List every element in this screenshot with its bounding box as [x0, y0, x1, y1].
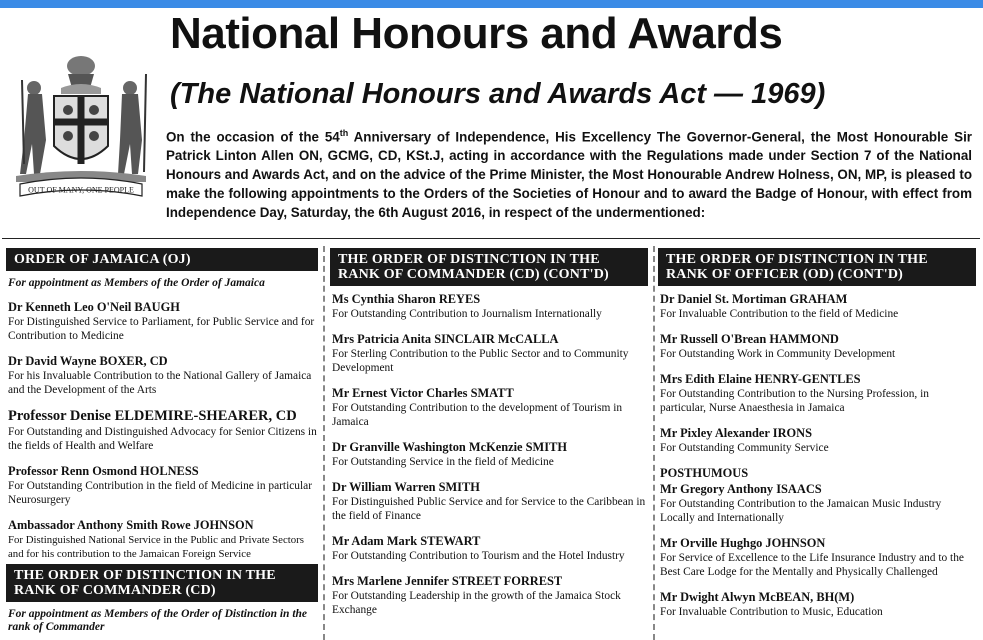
honouree-entry [660, 332, 976, 361]
honouree-name: Mr Russell O'Brean HAMMOND [660, 332, 839, 346]
honouree-entry [332, 332, 648, 375]
honouree-entry [332, 440, 648, 469]
honouree-entry [332, 574, 648, 617]
intro-text-rest: Anniversary of Independence, His Excellency The Governor-General, the Most Honourable Sir Patrick Linton Allen ON, GCMG, CD, KSt.J, acting in accordance with the Regulations made under Section 7 of the National Honours and Awards Act, and on the advice of the Prime Minister, the Most Honourable Andrew Holness, ON, MP, is pleased to make the following appointments to the Orders of the Societies of Honour and to award the Badge of Honour, with effect from Independence Day, Saturday, the 6th August 2016, in respect of the undermentioned: [166, 129, 972, 221]
honouree-citation: For Outstanding Contribution to the development of Tourism in Jamaica [332, 402, 623, 428]
section-header-oj: ORDER OF JAMAICA (OJ) [6, 248, 318, 271]
honouree-citation: For Sterling Contribution to the Public Sector and to Community Development [332, 348, 629, 374]
honouree-name: Mr Orville Hughgo JOHNSON [660, 536, 826, 550]
honouree-citation: For Service of Excellence to the Life Insurance Industry and to the Best Care Lodge for the Mentally and Physically Challenged [660, 552, 964, 578]
honouree-citation: For Outstanding Contribution to the Nursing Profession, in particular, Nurse Anaesthesia in Jamaica [660, 388, 929, 414]
honouree-entry [660, 590, 976, 619]
honouree-name: Mr Dwight Alwyn McBEAN, BH(M) [660, 590, 855, 604]
column-divider [653, 246, 655, 640]
column-order-of-jamaica [6, 248, 318, 640]
honouree-name: Mr Pixley Alexander IRONS [660, 426, 813, 440]
honouree-name: Mrs Patricia Anita SINCLAIR McCALLA [332, 332, 559, 346]
honouree-citation: For Outstanding Contribution to Journalism Internationally [332, 308, 602, 320]
column-divider [323, 246, 325, 640]
honouree-entry [332, 292, 648, 321]
intro-paragraph [166, 124, 972, 222]
honouree-entry [660, 426, 976, 455]
page-subtitle: (The National Honours and Awards Act — 1969) [170, 78, 826, 110]
honouree-name: Mrs Edith Elaine HENRY-GENTLES [660, 372, 861, 386]
honouree-entry [660, 482, 976, 525]
section-subheader-cd: For appointment as Members of the Order of Distinction in the rank of Commander [8, 608, 308, 633]
honouree-entry [8, 300, 318, 343]
honouree-entry [332, 480, 648, 523]
honouree-name: Mr Gregory Anthony ISAACS [660, 482, 822, 496]
honouree-name: Dr William Warren SMITH [332, 480, 480, 494]
honouree-citation: For Distinguished National Service in the Public and Private Sectors and for his contribution to the Jamaican Foreign Service [8, 534, 304, 560]
honouree-name: Mr Ernest Victor Charles SMATT [332, 386, 514, 400]
honouree-name: Dr David Wayne BOXER, CD [8, 354, 168, 368]
honouree-citation: For Outstanding Contribution to Tourism and the Hotel Industry [332, 550, 625, 562]
honouree-citation: For Outstanding Community Service [660, 442, 829, 454]
honouree-citation: For Outstanding Work in Community Development [660, 348, 896, 360]
honouree-entry [660, 536, 976, 579]
top-accent-bar [0, 0, 983, 8]
honouree-citation: For Outstanding and Distinguished Advocacy for Senior Citizens in the fields of Health and Welfare [8, 426, 317, 452]
jamaica-coat-of-arms-icon [6, 44, 156, 206]
intro-text-start: On the occasion of the 54 [166, 129, 340, 145]
page-title: National Honours and Awards [170, 9, 783, 58]
honouree-citation: For Outstanding Contribution in the field of Medicine in particular Neurosurgery [8, 480, 313, 506]
column-officer-cont [658, 248, 976, 640]
column-commander-cont [330, 248, 648, 640]
honouree-name: Professor Renn Osmond HOLNESS [8, 464, 199, 478]
honouree-name: Professor Denise ELDEMIRE-SHEARER, CD [8, 408, 297, 424]
honouree-entry [8, 408, 318, 453]
honouree-name: Mrs Marlene Jennifer STREET FORREST [332, 574, 563, 588]
honouree-citation: For Invaluable Contribution to Music, Education [660, 606, 883, 618]
honouree-citation: For Invaluable Contribution to the field of Medicine [660, 308, 899, 320]
section-header-cd-cont: THE ORDER OF DISTINCTION IN THE RANK OF COMMANDER (CD) (CONT'D) [330, 248, 648, 286]
section-header-od-cont: THE ORDER OF DISTINCTION IN THE RANK OF OFFICER (OD) (CONT'D) [658, 248, 976, 286]
honouree-entry [8, 354, 318, 397]
honouree-entry [660, 292, 976, 321]
honouree-citation: For his Invaluable Contribution to the National Gallery of Jamaica and the Development of the Arts [8, 370, 312, 396]
section-header-cd: THE ORDER OF DISTINCTION IN THE RANK OF COMMANDER (CD) [6, 564, 318, 602]
intro-superscript: th [339, 128, 349, 138]
honouree-name: Mr Adam Mark STEWART [332, 534, 481, 548]
honouree-citation: For Outstanding Contribution to the Jamaican Music Industry Locally and Internationally [660, 498, 942, 524]
honouree-entry [8, 518, 318, 561]
honouree-citation: For Distinguished Public Service and for Service to the Caribbean in the field of Finance [332, 496, 646, 522]
honouree-entry [8, 464, 318, 507]
honouree-name: Ambassador Anthony Smith Rowe JOHNSON [8, 518, 254, 532]
honouree-entry [332, 386, 648, 429]
honouree-citation: For Distinguished Service to Parliament, for Public Service and for Contribution to Medicine [8, 316, 315, 342]
section-divider [2, 238, 980, 239]
honouree-name: Ms Cynthia Sharon REYES [332, 292, 481, 306]
honouree-citation: For Outstanding Service in the field of Medicine [332, 456, 554, 468]
section-subheader-oj: For appointment as Members of the Order of Jamaica [8, 277, 265, 289]
posthumous-label: POSTHUMOUS [660, 466, 749, 480]
crest-motto: OUT OF MANY, ONE PEOPLE [28, 185, 134, 195]
honouree-entry [660, 372, 976, 415]
honouree-entry [332, 534, 648, 563]
honouree-citation: For Outstanding Leadership in the growth of the Jamaica Stock Exchange [332, 590, 621, 616]
honouree-name: Dr Granville Washington McKenzie SMITH [332, 440, 567, 454]
honouree-name: Dr Daniel St. Mortiman GRAHAM [660, 292, 848, 306]
honouree-name: Dr Kenneth Leo O'Neil BAUGH [8, 300, 180, 314]
